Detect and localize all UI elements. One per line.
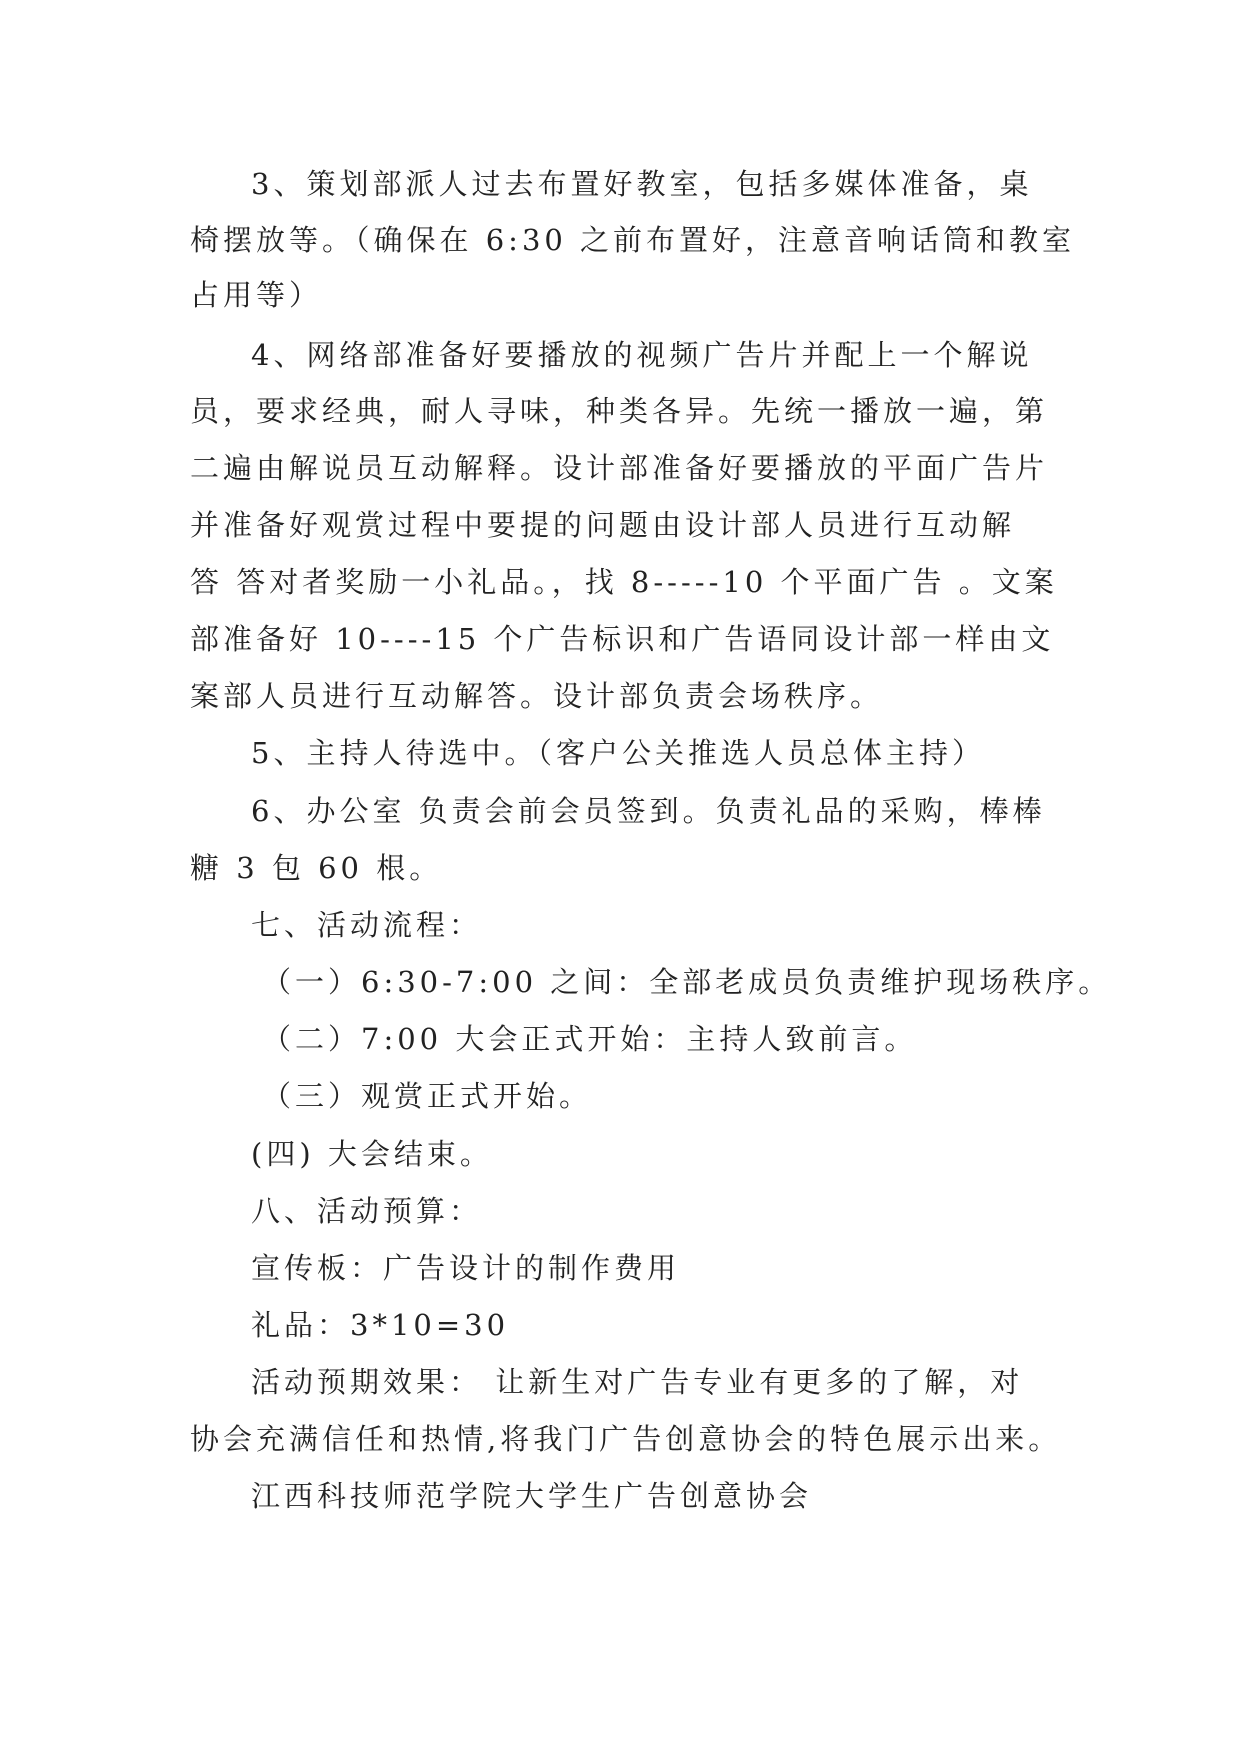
paragraph-line: 6、办公室 负责会前会员签到。负责礼品的采购，棒棒 [251,794,1046,828]
paragraph-line: 活动预期效果： 让新生对广告专业有更多的了解，对 [251,1365,1024,1399]
list-item: （三）观赏正式开始。 [262,1079,593,1113]
paragraph-line: 案部人员进行互动解答。设计部负责会场秩序。 [190,679,884,713]
paragraph-line: 并准备好观赏过程中要提的问题由设计部人员进行互动解 [190,508,1016,542]
paragraph-line: 宣传板：广告设计的制作费用 [251,1251,681,1285]
paragraph-line: 答 答对者奖励一小礼品。，找 8-----10 个平面广告 。文案 [190,565,1058,599]
list-item: （一）6:30-7:00 之间：全部老成员负责维护现场秩序。 [262,965,1112,999]
paragraph-line: 3、策划部派人过去布置好教室，包括多媒体准备，桌 [251,167,1033,201]
list-item: (四) 大会结束。 [251,1137,493,1171]
paragraph-line: 礼品：3*10=30 [251,1308,510,1342]
list-item: （二）7:00 大会正式开始：主持人致前言。 [262,1022,918,1056]
paragraph-line: 员，要求经典，耐人寻味，种类各异。先统一播放一遍，第 [190,394,1049,428]
paragraph-line: 二遍由解说员互动解释。设计部准备好要播放的平面广告片 [190,451,1049,485]
paragraph-line: 5、主持人待选中。（客户公关推选人员总体主持） [251,736,985,770]
paragraph-line: 4、网络部准备好要播放的视频广告片并配上一个解说 [251,338,1033,372]
paragraph-line: 椅摆放等。（确保在 6:30 之前布置好，注意音响话筒和教室 [190,223,1076,257]
paragraph-line: 部准备好 10----15 个广告标识和广告语同设计部一样由文 [190,622,1055,656]
paragraph-line: 协会充满信任和热情,将我门广告创意协会的特色展示出来。 [190,1422,1062,1456]
paragraph-line: 占用等） [190,278,323,312]
paragraph-line: 糖 3 包 60 根。 [190,851,443,885]
section-heading: 七、活动流程： [251,908,483,942]
organization-signature: 江西科技师范学院大学生广告创意协会 [251,1479,813,1513]
section-heading: 八、活动预算： [251,1194,483,1228]
